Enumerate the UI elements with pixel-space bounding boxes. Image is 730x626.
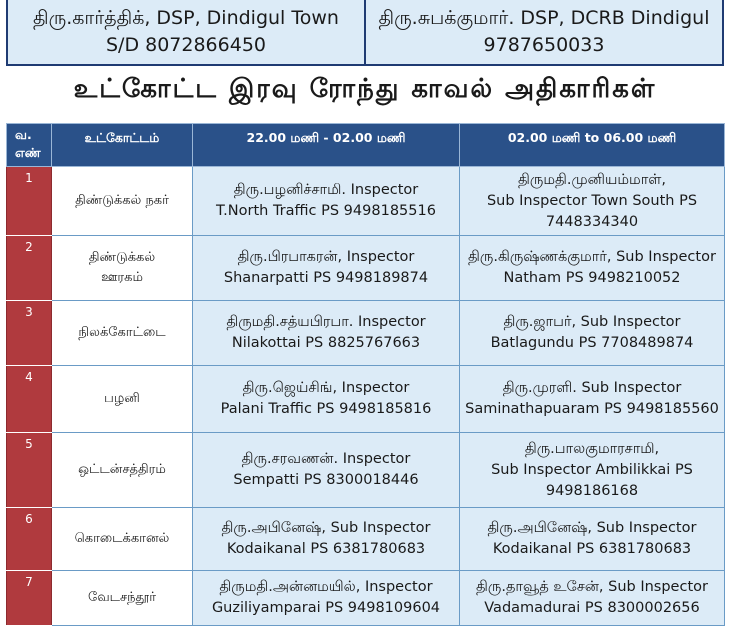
subdivision-cell xyxy=(52,236,193,301)
unit-line: ஊரகம் xyxy=(101,270,143,285)
top-officer-left-line2: S/D 8072866450 xyxy=(105,34,266,56)
top-officer-right xyxy=(364,0,722,64)
table-row xyxy=(7,167,725,236)
slot1-line: திரு.சரவணன். Inspector xyxy=(241,451,411,467)
slot1-line: Shanarpatti PS 9498189874 xyxy=(223,270,429,286)
unit-line: திண்டுக்கல் xyxy=(88,250,156,265)
subdivision-cell xyxy=(52,167,193,236)
slot2-line: Batlagundu PS 7708489874 xyxy=(490,335,694,351)
subdivision-cell xyxy=(52,571,193,626)
slot2-officer-cell xyxy=(460,236,725,301)
table-row xyxy=(7,508,725,571)
slot1-officer-cell xyxy=(193,433,460,508)
slot2-line: திரு.முரளி. Sub Inspector xyxy=(502,380,682,396)
serial-number-cell: 5 xyxy=(7,433,52,508)
slot2-officer-cell xyxy=(460,571,725,626)
table-row xyxy=(7,301,725,366)
slot2-officer-cell xyxy=(460,508,725,571)
slot1-officer-cell xyxy=(193,508,460,571)
page-title: உட்கோட்ட இரவு ரோந்து காவல் அதிகாரிகள் xyxy=(73,73,657,104)
slot2-line: திரு.கிருஷ்ணக்குமார், Sub Inspector xyxy=(468,249,716,265)
slot2-officer-cell xyxy=(460,433,725,508)
table-row xyxy=(7,571,725,626)
subdivision-cell xyxy=(52,433,193,508)
slot2-line: Sub Inspector Town South PS xyxy=(486,192,698,209)
slot1-line: திருமதி.அன்னமயில், Inspector xyxy=(219,579,433,595)
slot2-line: 7448334340 xyxy=(545,213,639,230)
subdivision-cell xyxy=(52,366,193,433)
top-officer-right-line1: திரு.சுபக்குமார். DSP, DCRB Dindigul xyxy=(378,7,710,29)
top-officers-box xyxy=(6,0,724,66)
slot1-line: Sempatti PS 8300018446 xyxy=(233,472,419,488)
serial-number-cell: 6 xyxy=(7,508,52,571)
top-officer-left xyxy=(8,0,364,64)
unit-line: கொடைக்கானல் xyxy=(74,531,170,546)
header-serial-line2: எண் xyxy=(15,145,41,160)
header-unit xyxy=(52,124,193,167)
slot2-officer-cell xyxy=(460,301,725,366)
unit-line: நிலக்கோட்டை xyxy=(78,325,166,340)
slot2-line: Sub Inspector Ambilikkai PS xyxy=(491,461,693,478)
serial-number-cell: 3 xyxy=(7,301,52,366)
slot1-line: திரு.ஜெய்சிங், Inspector xyxy=(242,380,410,396)
slot1-officer-cell xyxy=(193,236,460,301)
table-row xyxy=(7,433,725,508)
slot1-officer-cell xyxy=(193,167,460,236)
slot2-line: திரு.ஜாபர், Sub Inspector xyxy=(503,314,681,330)
slot1-officer-cell xyxy=(193,366,460,433)
top-officer-right-line2: 9787650033 xyxy=(483,34,605,56)
header-slot2 xyxy=(460,124,725,167)
header-slot1 xyxy=(193,124,460,167)
header-serial-line1: வ. xyxy=(15,127,32,142)
serial-number-cell: 4 xyxy=(7,366,52,433)
subdivision-cell xyxy=(52,301,193,366)
slot2-line: திரு.தாவூத் உசேன், Sub Inspector xyxy=(476,579,708,595)
patrol-officers-table xyxy=(6,123,725,626)
slot2-line: 9498186168 xyxy=(545,482,639,499)
slot2-line: திரு.பாலகுமாரசாமி, xyxy=(524,440,660,457)
header-unit-label: உட்கோட்டம் xyxy=(84,130,160,145)
slot2-line: Saminathapuaram PS 9498185560 xyxy=(465,401,719,417)
slot1-line: Guziliyamparai PS 9498109604 xyxy=(211,600,441,616)
slot1-line: Kodaikanal PS 6381780683 xyxy=(226,541,426,557)
slot1-line: திரு.பழனிச்சாமி. Inspector xyxy=(233,182,419,198)
slot2-officer-cell xyxy=(460,366,725,433)
unit-line: வேடசந்தூர் xyxy=(87,590,157,605)
slot2-line: Natham PS 9498210052 xyxy=(503,270,681,286)
slot1-line: Nilakottai PS 8825767663 xyxy=(231,335,421,351)
slot2-officer-cell xyxy=(460,167,725,236)
table-header-row xyxy=(7,124,725,167)
header-slot2-label: 02.00 மணி to 06.00 மணி xyxy=(507,130,677,145)
serial-number-cell: 2 xyxy=(7,236,52,301)
table-row xyxy=(7,236,725,301)
slot2-line: Kodaikanal PS 6381780683 xyxy=(492,541,692,557)
top-officer-left-line1: திரு.கார்த்திக், DSP, Dindigul Town xyxy=(33,7,339,29)
slot2-line: திரு.அபினேஷ், Sub Inspector xyxy=(487,520,697,536)
unit-line: திண்டுக்கல் நகர் xyxy=(75,193,169,208)
unit-line: ஒட்டன்சத்திரம் xyxy=(78,462,166,477)
serial-number-cell: 1 xyxy=(7,167,52,236)
slot1-line: Palani Traffic PS 9498185816 xyxy=(220,401,432,417)
slot2-line: Vadamadurai PS 8300002656 xyxy=(484,600,700,616)
subdivision-cell xyxy=(52,508,193,571)
slot1-officer-cell xyxy=(193,571,460,626)
table-row xyxy=(7,366,725,433)
unit-line: பழனி xyxy=(104,391,140,406)
slot1-line: திருமதி.சத்யபிரபா. Inspector xyxy=(226,314,426,330)
serial-number-cell: 7 xyxy=(7,571,52,626)
slot2-line: திருமதி.முனியம்மாள், xyxy=(518,171,666,188)
slot1-line: T.North Traffic PS 9498185516 xyxy=(216,203,436,219)
header-serial xyxy=(7,124,52,167)
slot1-line: திரு.அபினேஷ், Sub Inspector xyxy=(221,520,431,536)
header-slot1-label: 22.00 மணி - 02.00 மணி xyxy=(246,130,406,145)
slot1-officer-cell xyxy=(193,301,460,366)
slot1-line: திரு.பிரபாகரன், Inspector xyxy=(237,249,415,265)
